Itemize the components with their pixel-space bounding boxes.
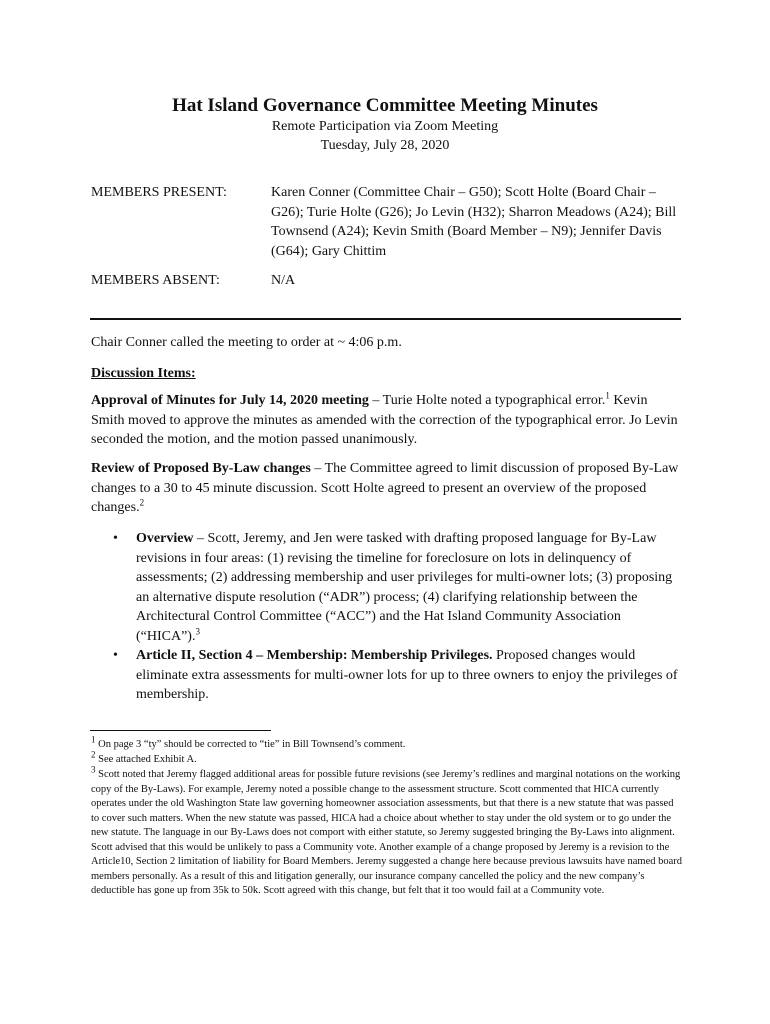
footnote-number: 3: [91, 764, 96, 775]
page-title: Hat Island Governance Committee Meeting Minutes: [172, 95, 598, 116]
members-absent-label: MEMBERS ABSENT:: [91, 273, 220, 288]
footnote-2: [91, 749, 683, 768]
footnote-1: [91, 734, 683, 753]
footnote-divider: [90, 730, 271, 731]
section-divider: [90, 318, 681, 320]
item-title: Approval of Minutes for July 14, 2020 meeting: [91, 393, 369, 408]
bullet-title: Overview: [136, 531, 194, 546]
bullet-text: Proposed changes would eliminate extra assessments for multi-owner lots for up to three owners to enjoy the privileges of membership.: [136, 648, 678, 702]
bullet-overview: [136, 529, 681, 646]
item-text: – Turie Holte noted a typographical error.: [368, 393, 606, 408]
footnote-3: [91, 764, 683, 899]
discussion-heading: [91, 364, 681, 384]
footnote-number: 1: [91, 734, 96, 745]
call-to-order: Chair Conner called the meeting to order at ~ 4:06 p.m.: [91, 335, 402, 350]
bullet-marker: •: [113, 648, 118, 663]
discussion-heading-text: Discussion Items:: [91, 366, 196, 381]
meeting-format: Remote Participation via Zoom Meeting: [271, 119, 499, 134]
bullet-marker: •: [113, 531, 118, 546]
item-title: Review of Proposed By-Law changes: [91, 461, 311, 476]
item-text: – The Committee agreed to limit discussion of proposed By-Law changes to a 30 to 45 minute discussion. Scott Holte agreed to present an overview of the proposed changes.: [91, 461, 679, 515]
meeting-date: Tuesday, July 28, 2020: [320, 138, 450, 153]
item-text: Kevin Smith moved to approve the minutes as amended with the correction of the typographical error. Jo Levin seconded the motion, and the motion passed unanimously.: [91, 393, 678, 447]
footnote-text: Scott noted that Jeremy flagged additional areas for possible future revisions (see Jeremy’s redlines and marginal notations on the working copy of the By-Laws). For example, Jeremy noted a possible change to the assessment structure. Scott commented that HICA currently operates under the old Washington State law governing homeowner association assessments, but that there is a new statute that was passed to cover such matters. When the new statute was passed, HICA had a choice about whether to stay under the old system or to go under the new statute. The language in our By-Laws does not comport with either statute, so Jeremy suggested bringing the By-Laws into alignment. Scott advised that this would be unlikely to pass a Community vote. Another example of a change proposed by Jeremy is a revision to the Article10, Section 2 limitation of liability for Board Members. Jeremy suggested a change here because previous lawsuits have named board members personally. As a result of this and litigation generally, our insurance company cancelled the policy and the new company’s deductible has gone up from 35k to 50k. Scott agreed with this change, but felt that it too would fail at a Community vote.: [91, 769, 683, 896]
members-present-label: MEMBERS PRESENT:: [91, 185, 227, 200]
members-present-list: Karen Conner (Committee Chair – G50); Scott Holte (Board Chair – G26); Turie Holte (G26); Jo Levin (H32); Sharron Meadows (A24); Bill Townsend (A24); Kevin Smith (Board Member – N9); Jennifer Davis (G64); Gary Chittim: [271, 185, 677, 259]
footnote-ref[interactable]: 2: [139, 497, 145, 508]
bullet-text: – Scott, Jeremy, and Jen were tasked with drafting proposed language for By-Law revisions in four areas: (1) revising the timeline for foreclosure on lots in delinquency of assessments; (2) addressing membership and user privileges for multi-owner lots; (3) proposing an alternative dispute resolution (“ADR”) process; (4) clarifying relationship between the Architectural Control Committee (“ACC”) and the Hat Island Community Association (“HICA”).: [136, 531, 673, 644]
members-absent-value: N/A: [271, 273, 296, 288]
footnote-text: On page 3 “ty” should be corrected to “tie” in Bill Townsend’s comment.: [95, 739, 406, 750]
footnote-ref[interactable]: 1: [605, 390, 610, 401]
bullet-membership: [136, 646, 681, 705]
bullet-title: Article II, Section 4 – Membership: Membership Privileges.: [136, 648, 493, 663]
footnote-number: 2: [91, 749, 96, 760]
footnote-ref[interactable]: 3: [195, 625, 200, 636]
footnote-text: See attached Exhibit A.: [95, 754, 197, 765]
agenda-item-bylaws: [91, 459, 681, 518]
agenda-item-approval: [91, 391, 681, 450]
